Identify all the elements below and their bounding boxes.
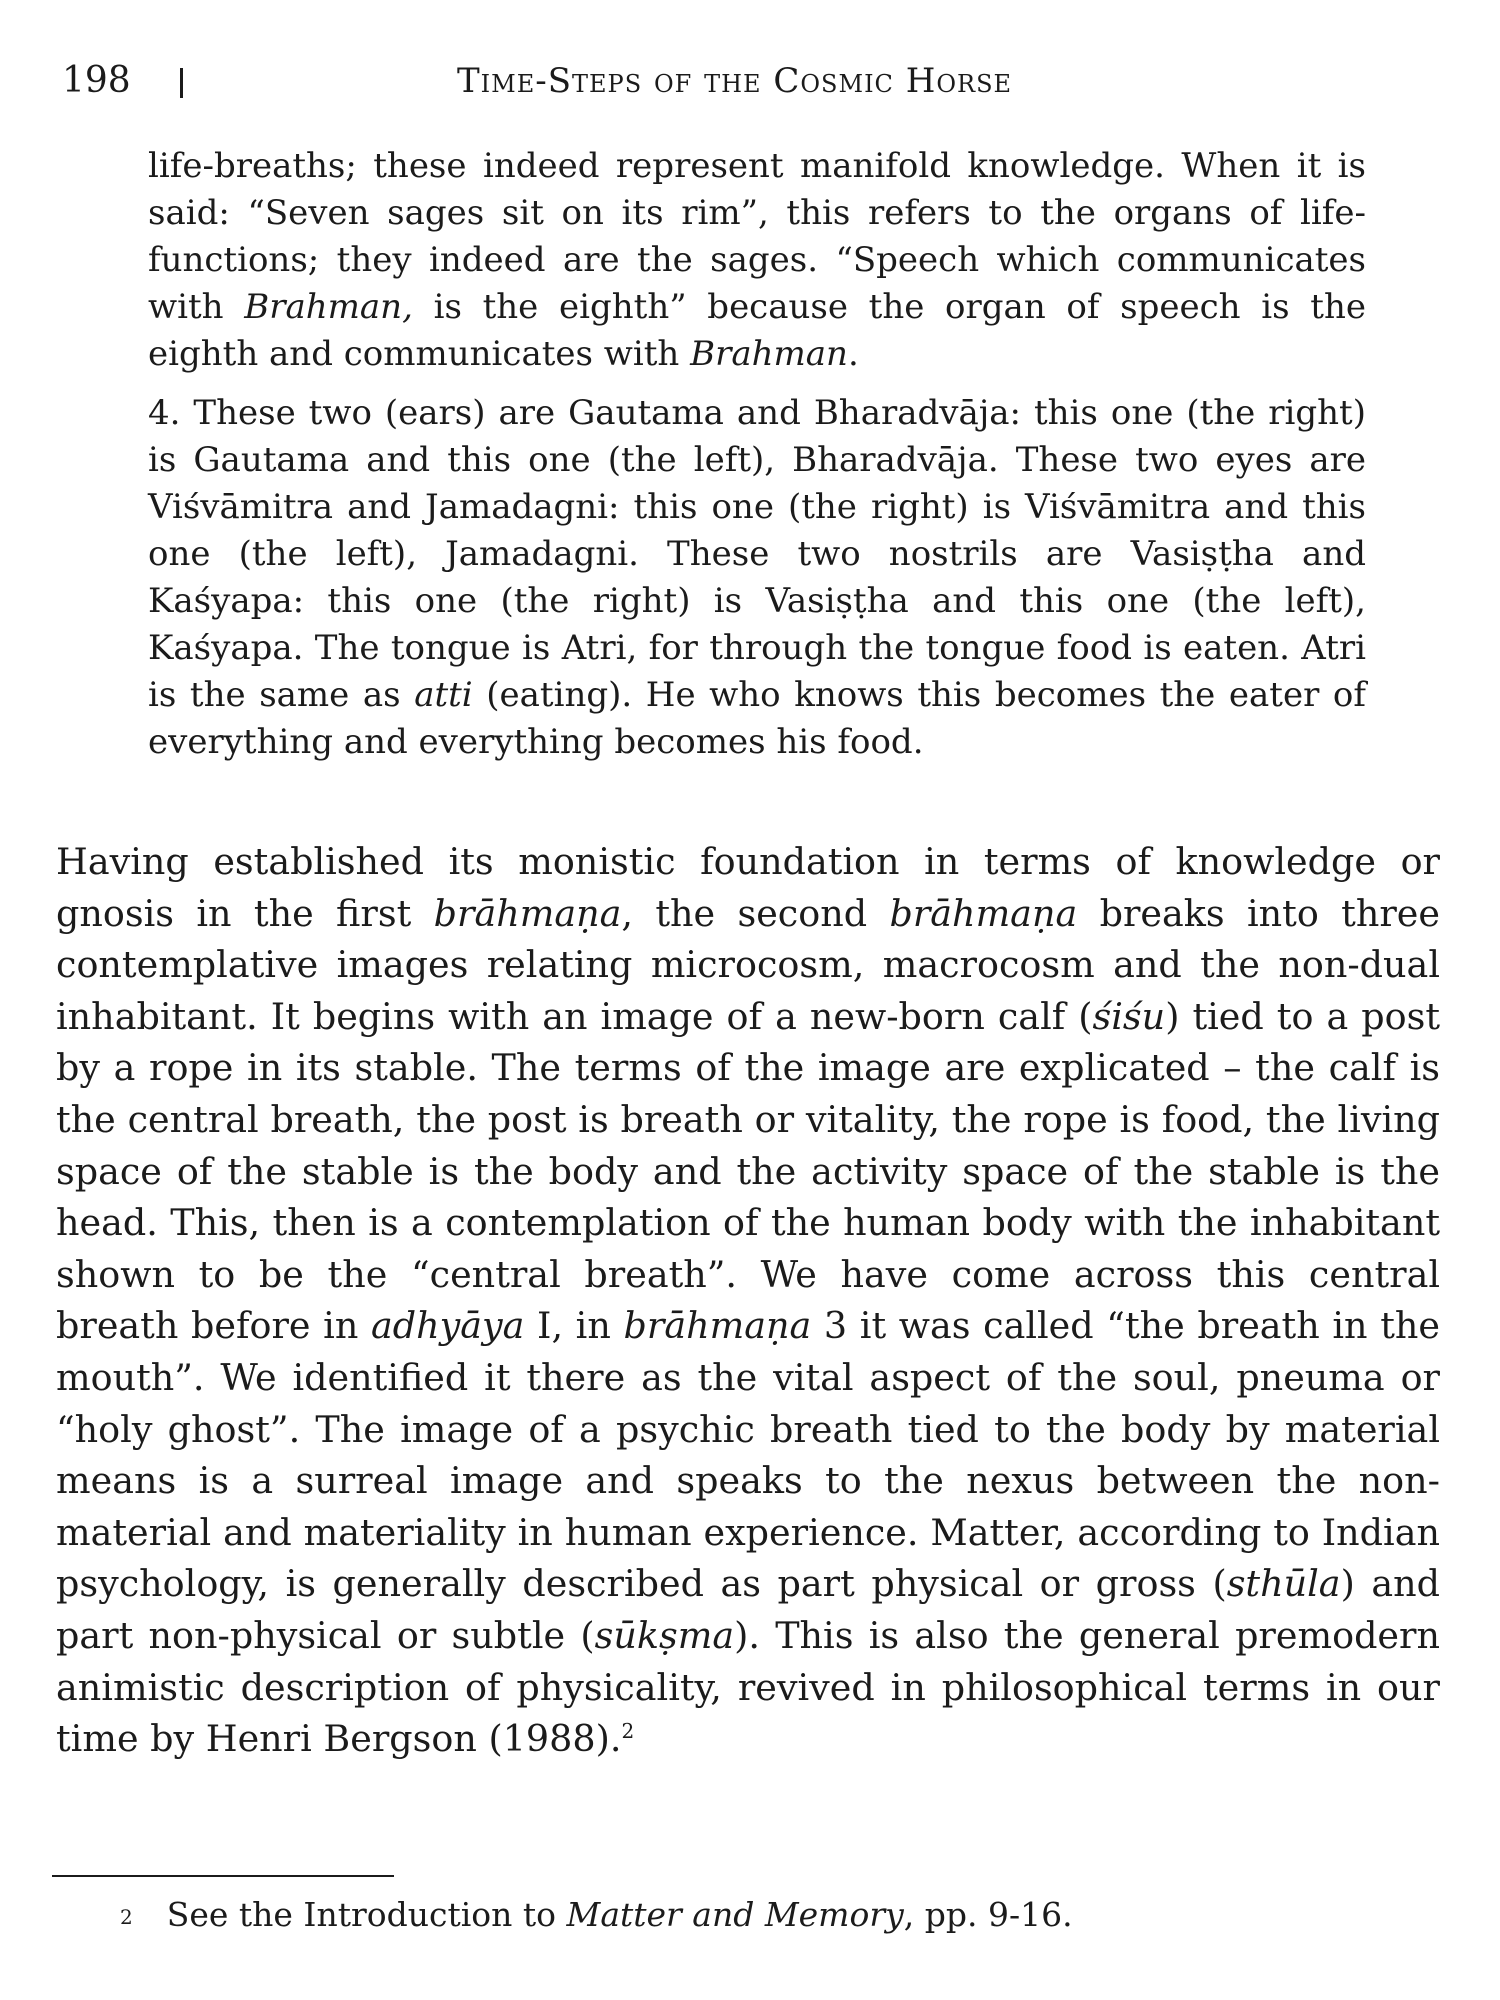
italic-term: brāhmaṇa bbox=[433, 891, 622, 935]
italic-term: sthūla bbox=[1226, 1562, 1341, 1606]
main-paragraph bbox=[56, 836, 1440, 1765]
footnote-divider bbox=[52, 1875, 394, 1877]
footnote-reference[interactable]: 2 bbox=[621, 1718, 635, 1743]
text-run: , the second bbox=[621, 891, 890, 935]
italic-term: adhyāya bbox=[370, 1304, 525, 1348]
text-run: I, in bbox=[524, 1304, 624, 1348]
running-head bbox=[62, 56, 1442, 106]
block-quotation bbox=[148, 143, 1366, 766]
text-run: ) and part non-physical or subtle ( bbox=[56, 1562, 1440, 1657]
book-title: Time-Steps of the Cosmic Horse bbox=[457, 61, 1013, 101]
italic-term: Brahman, bbox=[244, 287, 413, 327]
italic-term: sūkṣma bbox=[594, 1613, 735, 1657]
text-run: ) tied to a post by a rope in its stable. The terms of the image are explicated – the calf is the central breath, the post is breath or vitality, the rope is food, the living space of the stable is the body and the activity space of the stable is the head. This, then is a contemplation of the human body with the inhabitant shown to be the “central breath”. We have come across this central breath before in bbox=[56, 994, 1440, 1348]
italic-term: śiśu bbox=[1092, 994, 1166, 1038]
italic-term: atti bbox=[414, 675, 473, 715]
text-run: . bbox=[847, 334, 859, 374]
text-run: Having established its monistic foundation in terms of knowledge or gnosis in the first bbox=[56, 840, 1440, 935]
text-run: breaks into three contemplative images relating microcosm, macrocosm and the non-dual inhabitant. It begins with an image of a new-born calf ( bbox=[56, 891, 1441, 1038]
italic-term: Brahman bbox=[690, 334, 848, 374]
text-run: ). This is also the general premodern animistic description of physicality, revived in philosophical terms in our time by Henri Bergson (1988). bbox=[56, 1613, 1440, 1761]
italic-term: brāhmaṇa bbox=[889, 891, 1078, 935]
text-run: 3 it was called “the breath in the mouth”. We identified it there as the vital aspect of the soul, pneuma or “holy ghost”. The image of a psychic breath tied to the body by material means is a surreal image and speaks to the nexus between the non-material and materiality in human experience. Matter, according to Indian psychology, is generally described as part physical or gross ( bbox=[56, 1304, 1440, 1606]
quotation-paragraph bbox=[148, 390, 1366, 766]
footnote-marker: 2 bbox=[120, 1905, 133, 1929]
text-run: life-breaths; these indeed represent manifold knowledge. When it is said: “Seven sages sit on its rim”, this refers to the organs of life-functions; they indeed are the sages. “Speech which communicates with bbox=[148, 146, 1366, 327]
page-number: 198 bbox=[62, 60, 131, 101]
text-run: , pp. 9-16. bbox=[903, 1895, 1073, 1934]
italic-term: brāhmaṇa bbox=[623, 1304, 812, 1348]
text-run: is the eighth” because the organ of speech is the eighth and communicates with bbox=[148, 287, 1366, 374]
body-paragraph bbox=[56, 836, 1440, 1765]
text-run: 4. These two (ears) are Gautama and Bharadvāja: this one (the right) is Gautama and this one (the left), Bharadvāja. These two eyes are Viśvāmitra and Jamadagni: this one (the right) is Viśvāmitra and this one (the left), Jamadagni. These two nostrils are Vasiṣṭha and Kaśyapa: this one (the right) is Vasiṣṭha and this one (the left), Kaśyapa. The tongue is Atri, for through the tongue food is eaten. Atri is the same as bbox=[148, 393, 1366, 715]
text-run: See the Introduction to bbox=[166, 1895, 567, 1934]
quotation-paragraph bbox=[148, 143, 1366, 378]
text-run: (eating). He who knows this becomes the eater of everything and everything becomes his food. bbox=[148, 675, 1366, 762]
italic-title: Matter and Memory bbox=[566, 1895, 904, 1934]
header-separator bbox=[180, 68, 183, 98]
footnote bbox=[120, 1892, 1073, 1938]
